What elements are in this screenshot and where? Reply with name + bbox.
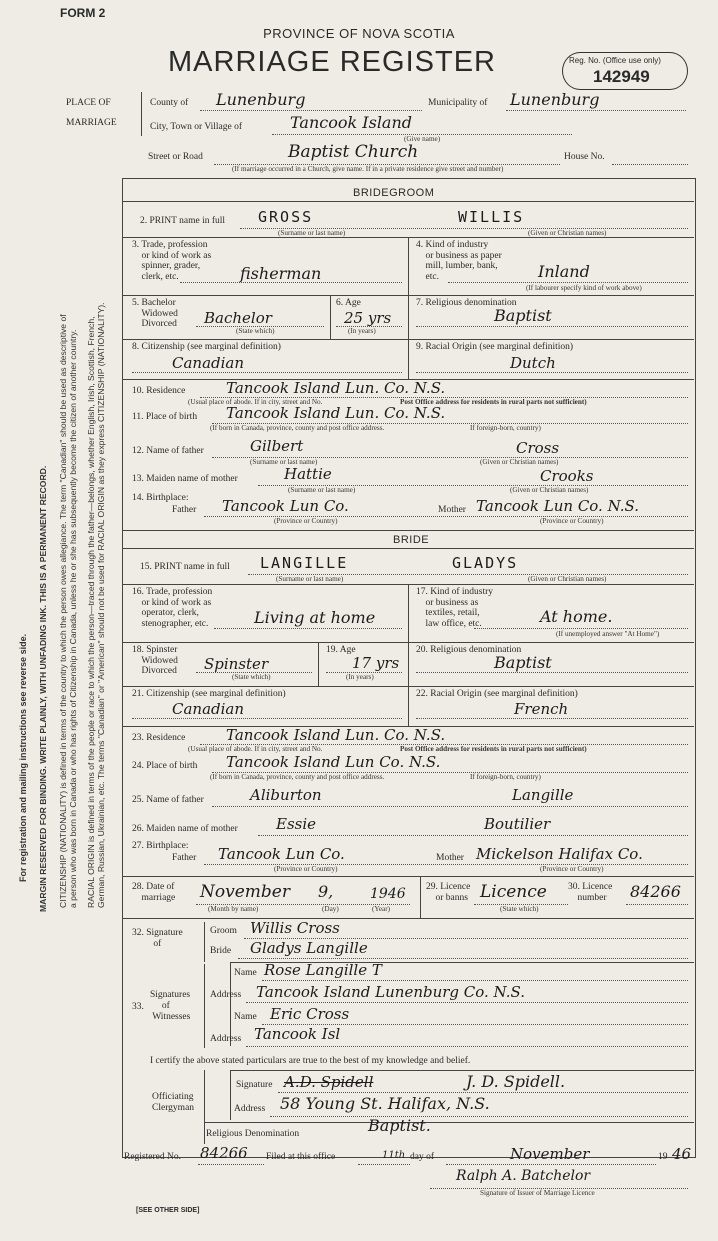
groom-signature: Willis Cross bbox=[250, 919, 340, 937]
groom-status: Bachelor bbox=[204, 309, 272, 327]
county-label: County of bbox=[150, 98, 189, 108]
year-prefix: 19 bbox=[658, 1152, 668, 1162]
groom-mother-label: 13. Maiden name of mother bbox=[132, 474, 238, 484]
bride-signature: Gladys Langille bbox=[250, 939, 368, 957]
bride-name-label: 15. PRINT name in full bbox=[140, 562, 230, 572]
groom-religion-line bbox=[416, 326, 688, 327]
issuer-signature: Ralph A. Batchelor bbox=[456, 1168, 591, 1184]
groom-industry: Inland bbox=[538, 262, 590, 281]
groom-religion-label: 7. Religious denomination bbox=[416, 298, 517, 308]
groom-age-caption: (In years) bbox=[348, 327, 376, 335]
bride-status: Spinster bbox=[204, 655, 269, 673]
divider-5-6 bbox=[330, 295, 331, 339]
registered-number: 84266 bbox=[200, 1144, 248, 1162]
bride-birthplace-label: 24. Place of birth bbox=[132, 761, 198, 771]
marriage-year-cap: (Year) bbox=[372, 905, 391, 913]
clergy-signature-label: Signature bbox=[236, 1080, 273, 1090]
groom-father-surname: Gilbert bbox=[250, 437, 304, 455]
clergy-address-label: Address bbox=[234, 1104, 266, 1114]
bride-industry-label: 17. Kind of industry or business as textiles, retail, law office, etc. bbox=[416, 587, 494, 629]
filed-day: 11th bbox=[382, 1150, 406, 1161]
filed-year: 46 bbox=[672, 1145, 692, 1163]
groom-birthplace-note-a: (If born in Canada, province, county and post office address. bbox=[210, 424, 385, 432]
filed-month-line bbox=[446, 1164, 656, 1165]
licence-number-line bbox=[626, 904, 688, 905]
groom-father-birth-cap: (Province or Country) bbox=[274, 517, 338, 525]
marriage-day: 9, bbox=[318, 882, 334, 901]
give-name-caption: (Give name) bbox=[404, 135, 441, 143]
bride-mother-label: 26. Maiden name of mother bbox=[132, 824, 238, 834]
rule-32 bbox=[122, 918, 694, 919]
margin-citizenship-b: a person who was born in Canada or who has rights of Citizenship in Canada, unless he or she has subsequently become the citizen of another country. bbox=[68, 329, 78, 908]
margin-instructions: For registration and mailing instructions see reverse side. bbox=[18, 633, 28, 882]
witness-33-label: 33. bbox=[132, 1002, 144, 1012]
witness-brace bbox=[204, 964, 209, 1048]
reg-number-label bbox=[569, 56, 661, 65]
bride-birthplace-note-a: (If born in Canada, province, county and post office address. bbox=[210, 773, 385, 781]
groom-racial-label: 9. Racial Origin (see marginal definition) bbox=[416, 342, 574, 352]
city-label: City, Town or Village of bbox=[150, 122, 242, 132]
rule-denom bbox=[204, 1122, 694, 1123]
municipality-line bbox=[506, 110, 686, 111]
groom-birthplace14-father-label: Father bbox=[172, 505, 197, 515]
groom-mother-given: Crooks bbox=[540, 467, 594, 485]
clergy-address-line bbox=[270, 1116, 688, 1117]
groom-racial-line bbox=[416, 372, 688, 373]
bride-heading: BRIDE bbox=[393, 534, 430, 546]
rule-28 bbox=[122, 876, 694, 877]
divider-18-19 bbox=[318, 642, 319, 686]
bride-father-label: 25. Name of father bbox=[132, 795, 204, 805]
bride-age: 17 yrs bbox=[352, 654, 400, 672]
marriage-label: MARRIAGE bbox=[66, 118, 117, 128]
groom-status-label: 5. Bachelor Widowed Divorced bbox=[132, 298, 178, 329]
bride-religion-line bbox=[416, 672, 688, 673]
reg-number-box bbox=[562, 52, 688, 90]
issuer-caption: Signature of Issuer of Marriage Licence bbox=[480, 1189, 595, 1197]
licence-type: Licence bbox=[480, 882, 547, 902]
bride-age-label: 19. Age bbox=[326, 645, 356, 655]
groom-mother-birth-cap: (Province or Country) bbox=[540, 517, 604, 525]
bride-mother-surname: Essie bbox=[276, 815, 317, 833]
groom-given-caption: (Given or Christian names) bbox=[528, 229, 607, 237]
house-label: House No. bbox=[564, 152, 605, 162]
w2-address-line bbox=[246, 1046, 688, 1047]
bride-sig-line bbox=[238, 958, 688, 959]
groom-residence-label: 10. Residence bbox=[132, 386, 186, 396]
groom-name-label: 2. PRINT name in full bbox=[140, 216, 226, 226]
bridegroom-rule bbox=[122, 201, 694, 202]
reg-office-note: (Office use only) bbox=[602, 56, 661, 65]
bride-father-birth: Tancook Lun Co. bbox=[218, 845, 345, 863]
witness1-address: Tancook Island Lunenburg Co. N.S. bbox=[256, 983, 526, 1001]
groom-age: 25 yrs bbox=[344, 309, 392, 327]
divider-21-22 bbox=[408, 686, 409, 726]
w1-address-label: Address bbox=[210, 990, 242, 1000]
groom-father-birth: Tancook Lun Co. bbox=[222, 497, 349, 515]
groom-citizenship-line bbox=[132, 372, 402, 373]
bride-religion-label: 20. Religious denomination bbox=[416, 645, 522, 655]
groom-industry-note: (If labourer specify kind of work above) bbox=[526, 284, 642, 292]
groom-citizenship-label: 8. Citizenship (see marginal definition) bbox=[132, 342, 281, 352]
marriage-month: November bbox=[200, 882, 290, 902]
groom-father-label: 12. Name of father bbox=[132, 446, 204, 456]
licence-number-label: 30. Licence number bbox=[568, 882, 613, 903]
bride-industry-note: (If unemployed answer "At Home") bbox=[556, 630, 660, 638]
bride-heading-rule bbox=[122, 548, 694, 549]
bride-trade-line bbox=[214, 628, 402, 629]
groom-trade: fisherman bbox=[240, 264, 322, 283]
bride-given: GLADYS bbox=[452, 554, 519, 572]
licence-type-label: 29. Licence or banns bbox=[426, 882, 471, 903]
bride-father-surname: Aliburton bbox=[250, 786, 322, 804]
bride-racial: French bbox=[514, 700, 569, 718]
marriage-day-cap: (Day) bbox=[322, 905, 339, 913]
divider-3-4 bbox=[408, 237, 409, 295]
bride-birthplace27-label: 27. Birthplace: bbox=[132, 841, 189, 851]
groom-residence: Tancook Island Lun. Co. N.S. bbox=[226, 379, 446, 397]
witnesses-label: Signatures of Witnesses bbox=[150, 990, 191, 1022]
divider-19-20 bbox=[408, 642, 409, 686]
groom-birthplace-label: 11. Place of birth bbox=[132, 412, 198, 422]
filed-label: Filed at this office bbox=[266, 1152, 336, 1162]
bridegroom-heading: BRIDEGROOM bbox=[353, 187, 435, 199]
clergy-signature: J. D. Spidell. bbox=[466, 1072, 566, 1091]
witness2-address: Tancook Isl bbox=[254, 1025, 341, 1043]
w1-address-line bbox=[246, 1002, 688, 1003]
groom-citizenship: Canadian bbox=[172, 354, 245, 372]
province-heading: PROVINCE OF NOVA SCOTIA bbox=[263, 26, 455, 41]
bride-sig-label: Bride bbox=[210, 946, 232, 956]
municipality-label: Municipality of bbox=[428, 98, 488, 108]
bride-surname-caption: (Surname or last name) bbox=[276, 575, 344, 583]
groom-mother-birth: Tancook Lun Co. N.S. bbox=[476, 497, 640, 515]
municipality-value: Lunenburg bbox=[510, 90, 600, 109]
clergy-signature-struck: A.D. Spidell bbox=[284, 1073, 374, 1091]
bride-father-given: Langille bbox=[512, 786, 574, 804]
street-label: Street or Road bbox=[148, 152, 203, 162]
groom-surname-caption: (Surname or last name) bbox=[278, 229, 346, 237]
margin-racial-a: RACIAL ORIGIN is defined in terms of the people or race to which the person—traced through the father—belongs, whether English, Irish, Scottish, French, bbox=[86, 316, 96, 908]
clergy-denomination: Baptist. bbox=[368, 1116, 431, 1135]
bride-birthplace-note-b: If foreign-born, country) bbox=[470, 773, 541, 781]
denomination-label: Religious Denomination bbox=[206, 1129, 300, 1139]
bride-industry-line bbox=[474, 628, 688, 629]
groom-industry-line bbox=[448, 282, 688, 283]
clergyman-label: Officiating Clergyman bbox=[152, 1092, 195, 1113]
groom-mother-given-cap: (Given or Christian names) bbox=[510, 486, 589, 494]
groom-residence-note-b: Post Office address for residents in rural parts not sufficient) bbox=[400, 398, 587, 406]
witness1-name: Rose Langille T bbox=[264, 961, 382, 979]
groom-mother-surname-cap: (Surname or last name) bbox=[288, 486, 356, 494]
see-other-side: [SEE OTHER SIDE] bbox=[136, 1207, 200, 1214]
street-note: (If marriage occurred in a Church, give name. If in a private residence give street and number) bbox=[232, 165, 504, 173]
city-value: Tancook Island bbox=[290, 113, 413, 132]
groom-industry-label: 4. Kind of industry or business as paper mill, lumber, bank, etc. bbox=[416, 240, 502, 282]
place-of-label: PLACE OF bbox=[66, 98, 111, 108]
bride-citizenship-line bbox=[132, 718, 402, 719]
bride-industry: At home. bbox=[540, 607, 613, 626]
divider-16-17 bbox=[408, 584, 409, 642]
clergy-sig-line bbox=[278, 1092, 688, 1093]
document-title: MARRIAGE REGISTER bbox=[168, 46, 496, 78]
bride-trade: Living at home bbox=[254, 608, 376, 627]
witness2-name: Eric Cross bbox=[270, 1005, 350, 1023]
margin-racial-b: German, Russian, Ukrainian, etc. The terms "Canadian" or "American" should not be used for RACIAL ORIGIN as they express CITIZENSHIP (NATIONALITY). bbox=[96, 302, 106, 908]
clergy-address: 58 Young St. Halifax, N.S. bbox=[280, 1094, 490, 1113]
bride-racial-line bbox=[416, 718, 688, 719]
w2-address-label: Address bbox=[210, 1034, 242, 1044]
place-brace bbox=[141, 92, 146, 136]
groom-father-given: Cross bbox=[516, 439, 560, 457]
bride-birthplace: Tancook Island Lun Co. N.S. bbox=[226, 753, 441, 771]
groom-racial: Dutch bbox=[510, 354, 556, 372]
filed-month: November bbox=[510, 1145, 590, 1163]
bride-trade-label: 16. Trade, profession or kind of work as operator, clerk, stenographer, etc. bbox=[132, 587, 213, 629]
marriage-month-cap: (Month by name) bbox=[208, 905, 259, 913]
bride-surname: LANGILLE bbox=[260, 554, 349, 572]
divider-8-9 bbox=[408, 339, 409, 379]
bride-mother-line bbox=[258, 835, 688, 836]
groom-father-given-cap: (Given or Christian names) bbox=[480, 458, 559, 466]
reg-label: Reg. No. bbox=[569, 56, 601, 65]
county-line bbox=[200, 110, 422, 111]
bride-status-label: 18. Spinster Widowed Divorced bbox=[132, 645, 178, 676]
marriage-year: 1946 bbox=[370, 886, 406, 902]
groom-religion: Baptist bbox=[494, 306, 552, 325]
house-line bbox=[612, 164, 688, 165]
groom-birthplace14-label: 14. Birthplace: bbox=[132, 493, 189, 503]
rule-clergy bbox=[230, 1070, 694, 1071]
w1-name-line bbox=[262, 980, 688, 981]
bride-residence: Tancook Island Lun. Co. N.S. bbox=[226, 726, 446, 744]
groom-mother-birth-label: Mother bbox=[438, 505, 466, 515]
bride-status-caption: (State which) bbox=[232, 673, 271, 681]
licence-number: 84266 bbox=[630, 882, 681, 901]
registered-no-line bbox=[198, 1164, 264, 1165]
bride-citizenship-label: 21. Citizenship (see marginal definition) bbox=[132, 689, 286, 699]
groom-sig-label: Groom bbox=[210, 926, 237, 936]
marriage-date-label: 28. Date of marriage bbox=[132, 882, 176, 903]
sig-brace bbox=[204, 922, 209, 962]
bride-birthplace27-father-label: Father bbox=[172, 853, 197, 863]
filed-day-line bbox=[358, 1164, 410, 1165]
bride-residence-note-a: (Usual place of abode. If in city, street and No. bbox=[188, 745, 323, 753]
form-label: FORM 2 bbox=[60, 6, 106, 20]
w1-name-label: Name bbox=[234, 968, 257, 978]
bride-mother-birth-label: Mother bbox=[436, 853, 464, 863]
groom-birthplace: Tancook Island Lun. Co. N.S. bbox=[226, 404, 446, 422]
groom-mother-surname: Hattie bbox=[284, 465, 332, 483]
signature-of-label: 32. Signature of bbox=[132, 928, 183, 949]
reg-number: 142949 bbox=[593, 67, 650, 86]
bride-top-rule bbox=[122, 530, 694, 531]
street-value: Baptist Church bbox=[288, 142, 419, 162]
groom-birthplace-note-b: If foreign-born, country) bbox=[470, 424, 541, 432]
groom-residence-note-a: (Usual place of abode. If in city, street and No. bbox=[188, 398, 323, 406]
bride-mother-given: Boutilier bbox=[484, 815, 551, 833]
groom-status-caption: (State which) bbox=[236, 327, 275, 335]
certify-statement: I certify the above stated particulars are true to the best of my knowledge and belief. bbox=[150, 1056, 471, 1066]
groom-surname: GROSS bbox=[258, 208, 314, 226]
groom-father-surname-cap: (Surname or last name) bbox=[250, 458, 318, 466]
county-value: Lunenburg bbox=[216, 90, 306, 109]
w2-name-label: Name bbox=[234, 1012, 257, 1022]
margin-binding-note: MARGIN RESERVED FOR BINDING. WRITE PLAINLY, WITH UNFADING INK. THIS IS A PERMANENT RECORD. bbox=[38, 465, 48, 912]
bride-given-caption: (Given or Christian names) bbox=[528, 575, 607, 583]
licence-type-cap: (State which) bbox=[500, 905, 539, 913]
groom-trade-label: 3. Trade, profession or kind of work as spinner, grader, clerk, etc. bbox=[132, 240, 212, 282]
bride-father-line bbox=[212, 806, 688, 807]
divider-6-7 bbox=[408, 295, 409, 339]
bride-residence-label: 23. Residence bbox=[132, 733, 186, 743]
bride-mother-birth-cap: (Province or Country) bbox=[540, 865, 604, 873]
registered-no-label: Registered No. bbox=[124, 1152, 181, 1162]
bride-mother-birth: Mickelson Halifax Co. bbox=[476, 845, 643, 863]
bride-racial-label: 22. Racial Origin (see marginal definition) bbox=[416, 689, 578, 699]
margin-citizenship-a: CITIZENSHIP (NATIONALITY) is defined in terms of the country to which the person owes allegiance. The term "Canadian" should be used as descriptive of bbox=[58, 314, 68, 908]
bride-religion: Baptist bbox=[494, 653, 552, 672]
divider-28-29 bbox=[420, 876, 421, 918]
groom-age-label: 6. Age bbox=[336, 298, 361, 308]
bride-residence-note-b: Post Office address for residents in rural parts not sufficient) bbox=[400, 745, 587, 753]
day-of-label: day of bbox=[410, 1152, 435, 1162]
bride-father-birth-cap: (Province or Country) bbox=[274, 865, 338, 873]
groom-given: WILLIS bbox=[458, 208, 525, 226]
bride-age-caption: (In years) bbox=[346, 673, 374, 681]
bride-citizenship: Canadian bbox=[172, 700, 245, 718]
